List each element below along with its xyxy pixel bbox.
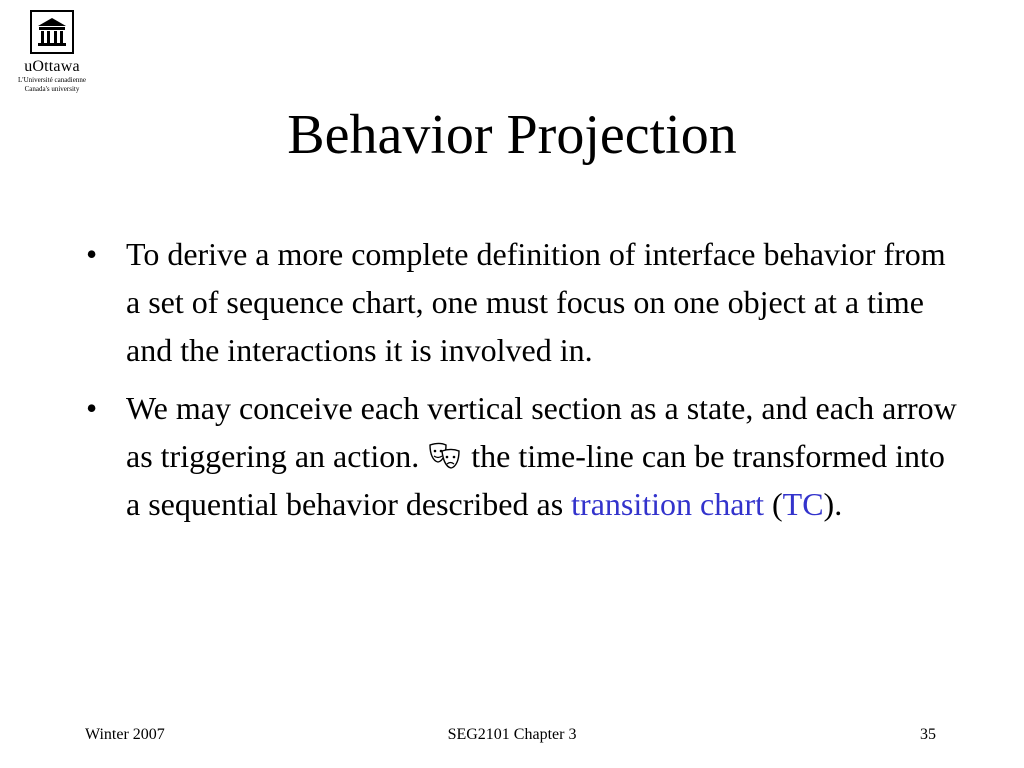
bullet-text: To derive a more complete definition of interface behavior from a set of sequence chart, one must focus on one object at a time and the interactions it is involved in.: [126, 236, 946, 368]
theater-masks-icon: [427, 442, 463, 470]
logo-subtitle-french: L'Université canadienne: [18, 76, 86, 84]
footer-course: SEG2101 Chapter 3: [447, 726, 577, 743]
slide-title: Behavior Projection: [287, 104, 737, 166]
university-logo: [8, 10, 96, 94]
tc-link[interactable]: TC: [782, 486, 824, 522]
paren-open: (: [771, 486, 783, 522]
transition-chart-link[interactable]: transition chart: [571, 486, 764, 522]
bullet-dot: •: [86, 390, 98, 426]
footer-page-number: 35: [920, 726, 936, 743]
bullet-text-part-a: We may conceive each vertical section as a state, and each arrow as triggering an action.: [126, 390, 957, 474]
university-crest-icon: [30, 10, 74, 54]
bullet-text-part-b: the time-line can be transformed into a sequential behavior described as: [126, 438, 945, 522]
bullet-dot: •: [86, 236, 98, 272]
bullet-list: [86, 230, 966, 538]
footer-date: Winter 2007: [85, 726, 165, 743]
logo-subtitle-english: Canada's university: [24, 85, 80, 93]
paren-close: ).: [823, 486, 843, 522]
logo-wordmark: uOttawa: [24, 58, 80, 75]
bullet-item: [86, 230, 966, 374]
bullet-item: [86, 384, 966, 528]
